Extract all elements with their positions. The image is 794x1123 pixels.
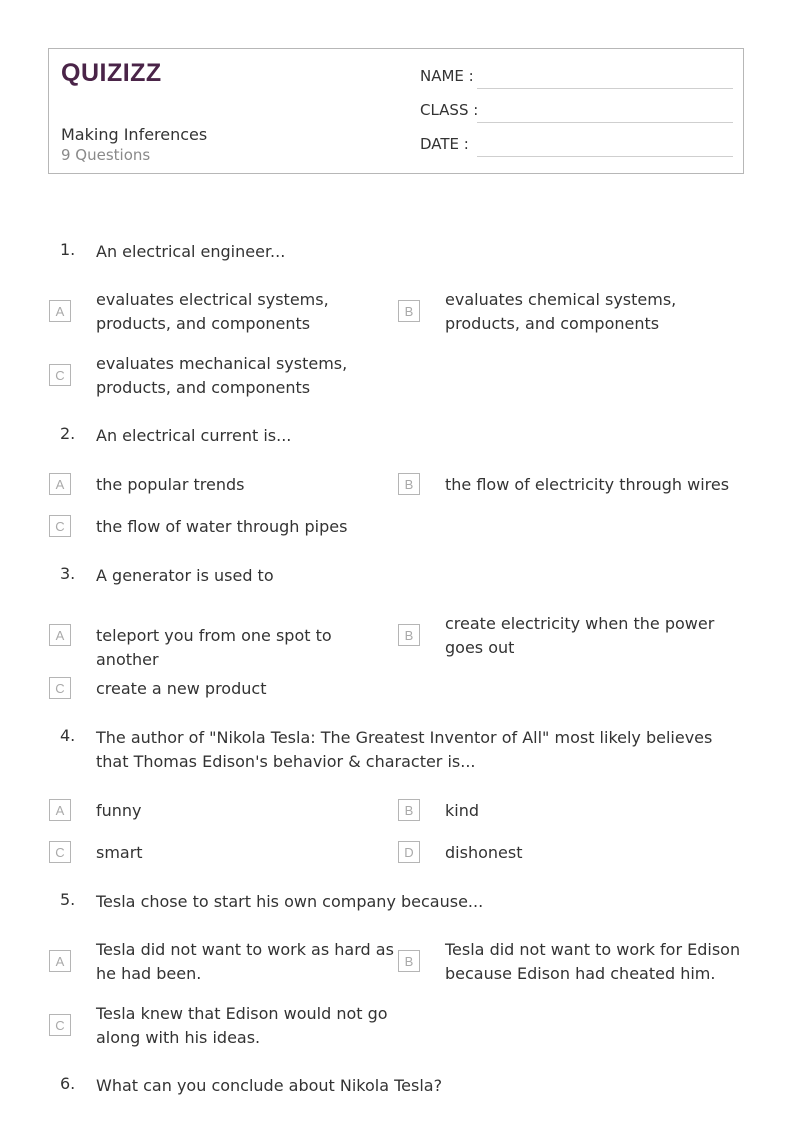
- class-field: [420, 101, 733, 125]
- class-label: CLASS :: [420, 101, 479, 119]
- quizizz-logo: QUIZIZZ: [61, 59, 162, 87]
- option-a-text: Tesla did not want to work as hard as he had been.: [96, 940, 394, 983]
- option-b-box[interactable]: B: [398, 799, 420, 821]
- option-b-text: create electricity when the power goes out: [445, 614, 715, 657]
- option-a-box[interactable]: A: [49, 799, 71, 821]
- question-number: 2.: [60, 424, 76, 443]
- worksheet-header: [48, 48, 744, 174]
- worksheet-title: Making Inferences: [61, 125, 208, 144]
- option-c-box[interactable]: C: [49, 677, 71, 699]
- question-number: 4.: [60, 726, 76, 745]
- option-c-text: Tesla knew that Edison would not go along with his ideas.: [96, 1004, 388, 1047]
- option-a-text: the popular trends: [96, 475, 245, 494]
- option-b-box[interactable]: B: [398, 300, 420, 322]
- name-line: [477, 88, 733, 89]
- option-c-box[interactable]: C: [49, 364, 71, 386]
- question-text: An electrical engineer...: [96, 242, 286, 261]
- question-number: 5.: [60, 890, 76, 909]
- date-field: [420, 135, 733, 159]
- option-b-box[interactable]: B: [398, 950, 420, 972]
- question-count: 9 Questions: [61, 146, 151, 164]
- option-b-text: the flow of electricity through wires: [445, 475, 730, 494]
- option-a-box[interactable]: A: [49, 300, 71, 322]
- option-a-text: funny: [96, 801, 142, 820]
- option-c-text: the flow of water through pipes: [96, 517, 348, 536]
- question-text: The author of "Nikola Tesla: The Greatest Inventor of All" most likely believes that Thomas Edison's behavior & character is...: [96, 728, 713, 771]
- option-c-text: smart: [96, 843, 143, 862]
- option-c-box[interactable]: C: [49, 1014, 71, 1036]
- question-number: 3.: [60, 564, 76, 583]
- class-line: [477, 122, 733, 123]
- option-d-text: dishonest: [445, 843, 523, 862]
- option-b-text: Tesla did not want to work for Edison because Edison had cheated him.: [445, 940, 741, 983]
- option-d-box[interactable]: D: [398, 841, 420, 863]
- question-text: What can you conclude about Nikola Tesla?: [96, 1076, 443, 1095]
- option-c-box[interactable]: C: [49, 841, 71, 863]
- option-c-text: create a new product: [96, 679, 267, 698]
- option-a-text: evaluates electrical systems, products, and components: [96, 290, 329, 333]
- name-field: [420, 67, 733, 91]
- question-text: Tesla chose to start his own company because...: [96, 892, 484, 911]
- name-label: NAME :: [420, 67, 474, 85]
- question-text: An electrical current is...: [96, 426, 292, 445]
- option-b-text: kind: [445, 801, 480, 820]
- date-line: [477, 156, 733, 157]
- option-b-box[interactable]: B: [398, 624, 420, 646]
- option-b-box[interactable]: B: [398, 473, 420, 495]
- option-a-text: teleport you from one spot to another: [96, 626, 332, 669]
- option-a-box[interactable]: A: [49, 624, 71, 646]
- question-text: A generator is used to: [96, 566, 274, 585]
- option-b-text: evaluates chemical systems, products, and components: [445, 290, 677, 333]
- date-label: DATE :: [420, 135, 469, 153]
- question-number: 1.: [60, 240, 76, 259]
- option-c-text: evaluates mechanical systems, products, and components: [96, 354, 348, 397]
- question-number: 6.: [60, 1074, 76, 1093]
- option-a-box[interactable]: A: [49, 473, 71, 495]
- option-a-box[interactable]: A: [49, 950, 71, 972]
- option-c-box[interactable]: C: [49, 515, 71, 537]
